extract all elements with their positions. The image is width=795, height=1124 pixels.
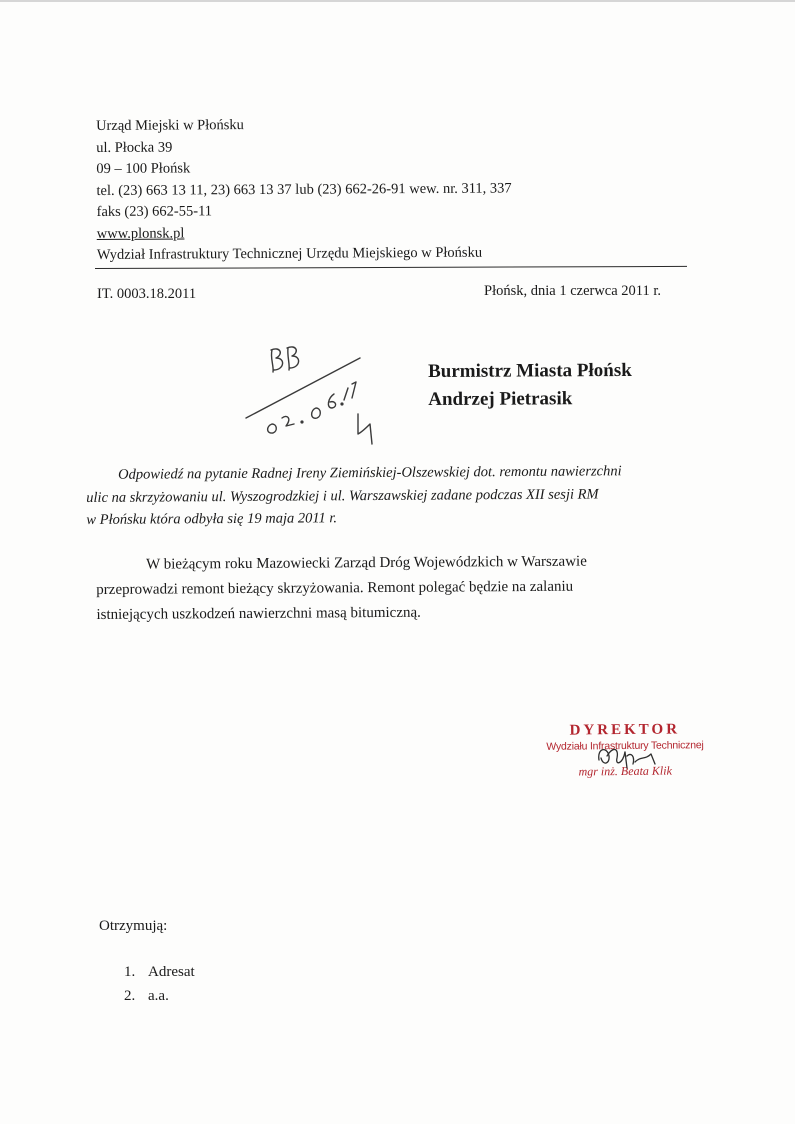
- body-line: istniejących uszkodzeń nawierzchni masą bitumiczną.: [96, 604, 421, 623]
- list-item-text: a.a.: [148, 988, 169, 1004]
- recipient-block: [428, 357, 632, 414]
- handwritten-receipt-note: [240, 338, 390, 448]
- office-postal: 09 – 100 Płońsk: [96, 160, 191, 177]
- director-signature: [585, 738, 685, 772]
- stamp-title: DYREKTOR: [569, 721, 681, 739]
- body-paragraph: [96, 549, 709, 628]
- receivers-label: Otrzymują:: [99, 918, 168, 934]
- office-department: Wydział Infrastruktury Technicznej Urzędu Miejskiego w Płońsku: [96, 244, 483, 263]
- list-item: [124, 960, 195, 984]
- stamp-signatory-name: mgr inż. Beata Klik: [578, 763, 672, 779]
- scan-top-edge: [0, 0, 795, 2]
- body-line: W bieżącym roku Mazowiecki Zarząd Dróg Wojewódzkich w Warszawie: [146, 553, 587, 573]
- body-line: przeprowadzi remont bieżący skrzyżowania. Remont polegać będzie na zalaniu: [96, 578, 574, 598]
- subject-paragraph: [86, 460, 706, 532]
- letterhead: [96, 113, 512, 266]
- stamp-department: Wydziału Infrastruktury Technicznej: [546, 739, 704, 753]
- handwritten-date-mark: [268, 424, 277, 433]
- reference-number: IT. 0003.18.2011: [97, 286, 197, 302]
- subject-line: ulic na skrzyżowaniu ul. Wyszogrodzkiej i ul. Warszawskiej zadane podczas XII sesji RM: [86, 485, 599, 506]
- office-name: Urząd Miejski w Płońsku: [96, 117, 244, 134]
- office-street: ul. Płocka 39: [96, 139, 173, 156]
- office-phone: tel. (23) 663 13 11, 23) 663 13 37 lub (23) 662-26-91 wew. nr. 311, 337: [96, 179, 512, 199]
- subject-line: Odpowiedź na pytanie Radnej Ireny Ziemińskiej-Olszewskiej dot. remontu nawierzchni: [118, 463, 622, 483]
- list-item-text: Adresat: [148, 964, 195, 980]
- list-item: [124, 984, 195, 1008]
- handwritten-paraph: [358, 414, 372, 444]
- recipient-title: Burmistrz Miasta Płońsk: [428, 359, 632, 382]
- letterhead-divider: [95, 266, 687, 269]
- place-and-date: Płońsk, dnia 1 czerwca 2011 r.: [484, 283, 662, 299]
- receivers-list: [124, 960, 195, 1008]
- list-item-number: 1.: [124, 964, 136, 980]
- handwritten-slash-line: [246, 358, 360, 418]
- office-website-link[interactable]: www.plonsk.pl: [96, 224, 185, 242]
- handwritten-initials-mark: [271, 349, 283, 372]
- recipient-name: Andrzej Pietrasik: [428, 388, 573, 410]
- subject-line: w Płońsku która odbyła się 19 maja 2011 r.: [86, 510, 338, 528]
- office-fax: faks (23) 662-55-11: [96, 203, 213, 220]
- list-item-number: 2.: [124, 988, 136, 1004]
